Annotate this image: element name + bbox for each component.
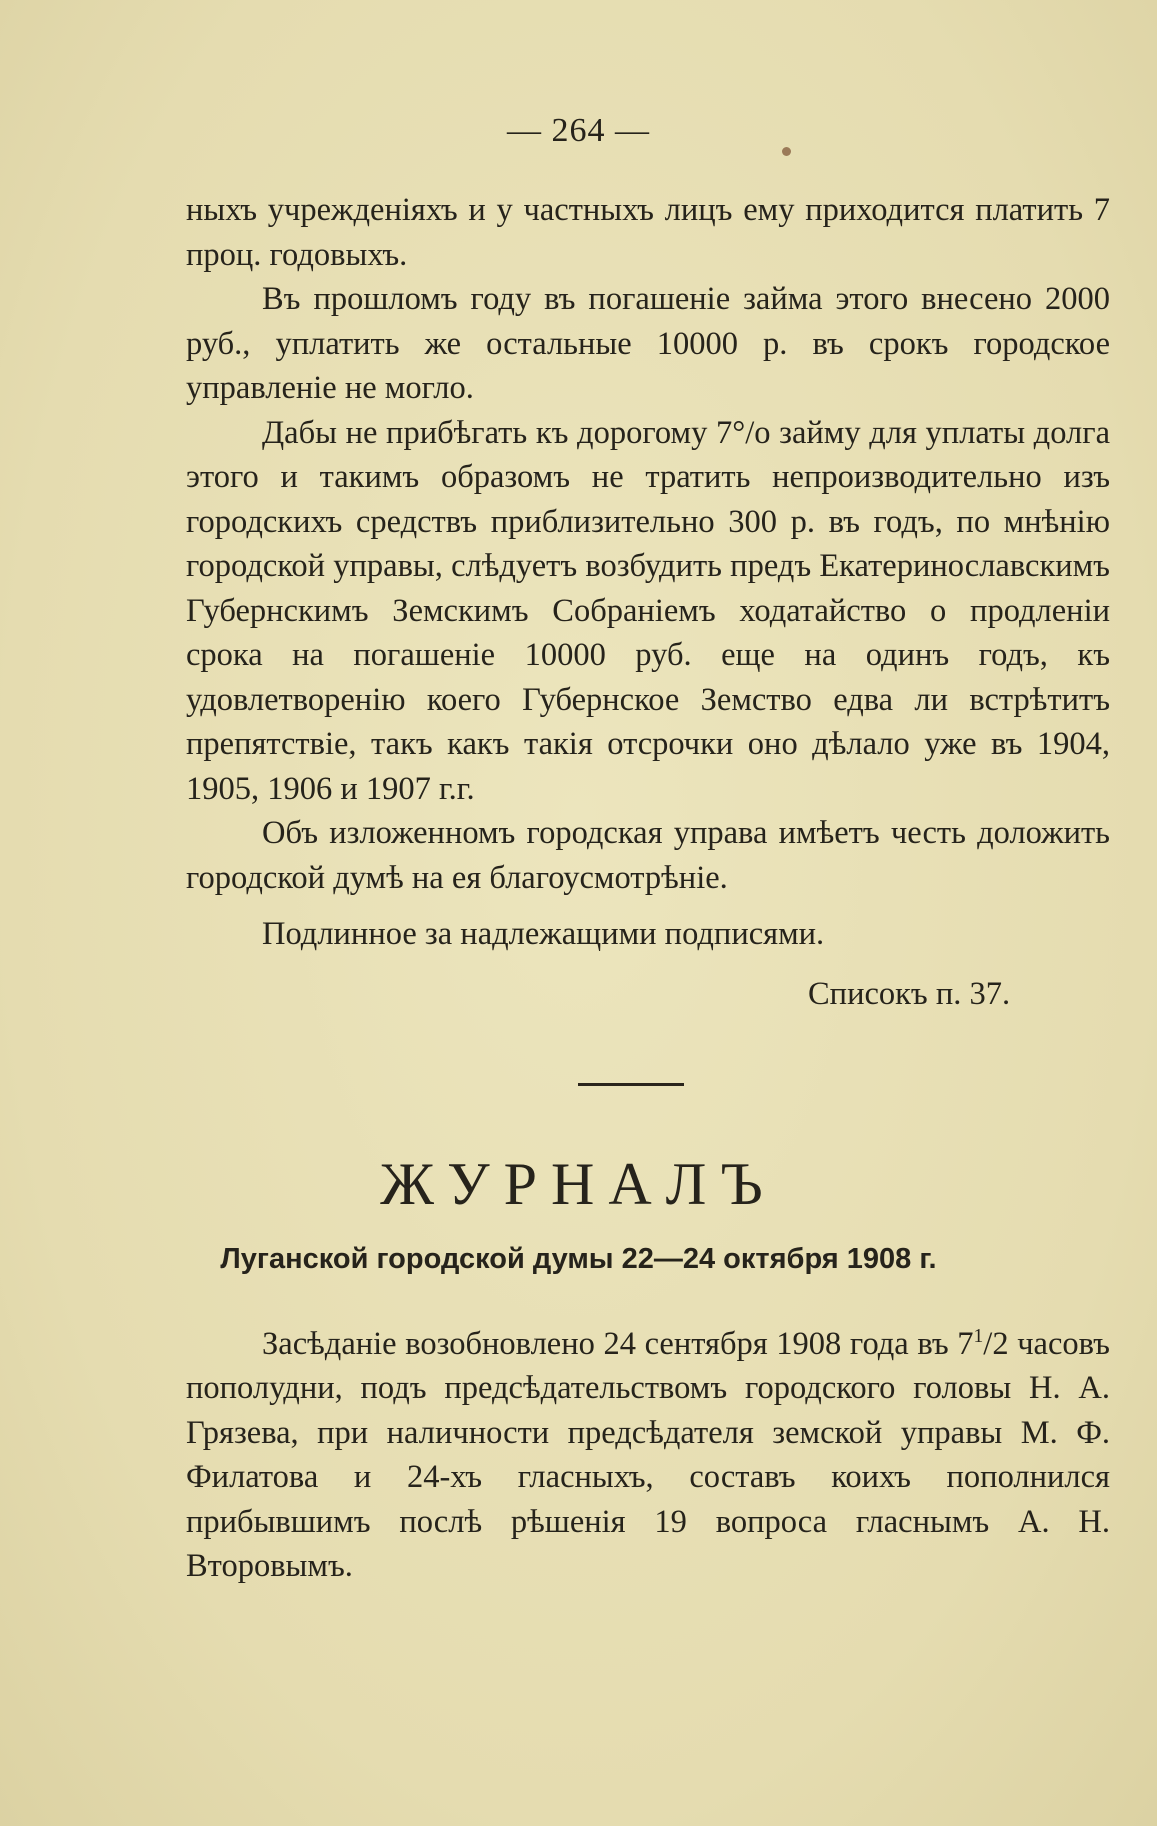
section-divider [578,1083,684,1086]
paragraph-petition: Дабы не прибѣгать къ дорогому 7°/о займу для уплаты долга этого и такимъ образомъ не тратить непроизводительно изъ городскихъ средствъ приблизительно 300 р. въ годъ, по мнѣнію городской управы, слѣдуетъ возбудить предъ Екатеринославскимъ Губернскимъ Земскимъ Собраніемъ ходатайство о продленіи срока на погашеніе 10000 руб. еще на одинъ годъ, къ удовлетворенію коего Губернское Земство едва ли встрѣтитъ препятствіе, такъ какъ такія отсрочки оно дѣлало уже въ 1904, 1905, 1906 и 1907 г.г. [186,414,1110,807]
paragraph-report: Объ изложенномъ городская управа имѣетъ честь доложить городской думѣ на ея благоусмотрѣніе. [186,815,1110,896]
session-text-rest: часовъ пополудни, подъ предсѣдательствомъ городского головы Н. А. Грязева, при наличности предсѣдателя земской управы М. Ф. Филатова и 24-хъ гласныхъ, составъ коихъ пополнился прибывшимъ послѣ рѣшенія 19 вопроса гласнымъ А. Н. Второвымъ. [186,1325,1110,1585]
paragraph-session [186,1315,1110,1589]
continuation-text [186,188,1110,900]
ink-spot [782,147,791,156]
journal-title: ЖУРНАЛЪ [380,1151,777,1217]
signature-note: Подлинное за надлежащими подписями. [262,916,825,952]
journal-text [186,1315,1110,1589]
fraction-numerator: 1 [973,1326,984,1347]
paragraph-loan-payment: Въ прошломъ году въ погашеніе займа этого внесено 2000 руб., уплатить же остальные 10000 р. въ срокъ городское управленіе не могло. [186,281,1110,406]
list-reference: Списокъ п. 37. [808,976,1011,1012]
page-number: — 264 — [507,112,650,149]
fraction-denominator: /2 [983,1325,1009,1362]
paragraph-continuation: ныхъ учрежденіяхъ и у частныхъ лицъ ему приходится платить 7 проц. годовыхъ. [186,192,1110,273]
journal-subtitle: Луганской городской думы 22—24 октября 1908 г. [220,1243,937,1275]
session-text-start: Засѣданіе возобновлено 24 сентября 1908 года въ 7 [262,1325,974,1362]
